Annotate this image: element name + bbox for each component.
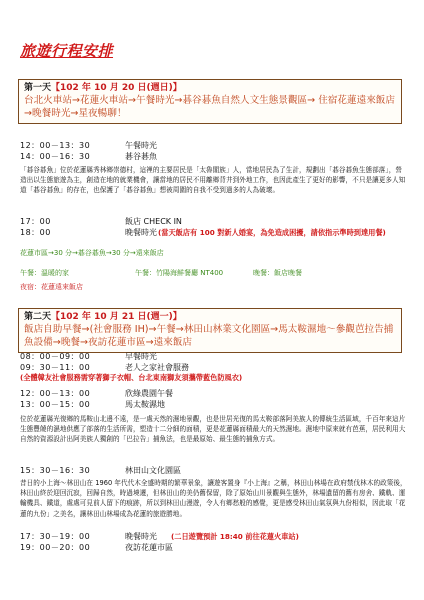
schedule-row — [20, 466, 408, 477]
schedule-time: 17：30－19：00 — [20, 532, 91, 541]
day2-label: 第二天 — [24, 312, 52, 322]
schedule-activity: 欣綠農園午餐 — [125, 389, 173, 398]
schedule-time: 13：00－15：00 — [20, 399, 91, 409]
schedule-row — [20, 217, 408, 228]
schedule-activity: 早餐時光 — [125, 352, 157, 361]
schedule-row — [20, 152, 408, 163]
wetland-description: 位於花蓮縣光復鄉的馬鞍山北邊不遠，是一處天然的濕地景觀，也是世居光復的馬太鞍部落阿美族人的傳統生活區域，千百年來這片生態豐饒的濕地供應了部落的生活所需，塑造十二分細的面積，更是花蓮縣面積最大的天然濕地。濕地中原來就有芭蕉，居民利用大自然的資源設計出阿美族人獨創的「巴拉告」捕魚法，也是最原始、最生態的捕魚方式。 — [20, 415, 406, 444]
schedule-row — [20, 532, 408, 543]
day1-description: 「碁谷碁魚」位於花蓮縣秀林鄉崇德村，這裡的主要居民是「太魯閣族」人，當地居民為了生計，規劃出「碁谷碁魚生態部落」，營造出以生態旅遊為主，創造在地的就業機會，讓當地的居民不用離鄉背井到外地工作，也因此產生了更好的影響，不只是讓更多人知道「碁谷碁魚」的存在，也保護了「碁谷碁魚」想被周圍的自我不受到過多的人為破壞。 — [20, 166, 406, 195]
schedule-row — [20, 352, 408, 363]
day1-heading — [24, 82, 397, 94]
day1-meals — [20, 268, 408, 278]
day2-date: 【102 年 10 月 21 日(週一)】 — [51, 312, 182, 322]
day1-lodging: 夜宿：花蓮遠來飯店 — [20, 283, 83, 291]
schedule-activity: 晚餐時光 — [125, 227, 157, 237]
schedule-time: 12：00－13：30 — [20, 141, 91, 150]
day2-schedule-midday — [20, 389, 408, 410]
meal-dinner: 晚餐：飯店晚餐 — [253, 269, 302, 277]
schedule-activity: 夜訪花蓮市區 — [125, 542, 173, 552]
schedule-time: 12：00－13：00 — [20, 389, 91, 398]
schedule-time: 08：00－09：00 — [20, 352, 91, 361]
day1-header-box — [18, 79, 402, 124]
schedule-row — [20, 363, 408, 374]
day1-route: 台北火車站→花蓮火車站→午餐時光→碁谷碁魚自然人文生態景觀區→ 住宿花蓮遠來飯店→晚餐時光→星夜暢聊！ — [24, 95, 395, 119]
schedule-row — [20, 543, 408, 554]
schedule-note: (二日遊覽預計 18:40 前往花蓮火車站) — [171, 532, 299, 541]
meal-snack: 午餐：竹陽海鮮餐廳 NT400 — [135, 269, 224, 277]
schedule-activity: 馬太鞍濕地 — [125, 399, 165, 409]
day2-schedule-morning — [20, 352, 408, 383]
page-title: 旅遊行程安排 — [20, 42, 114, 60]
schedule-activity: 林田山文化園區 — [125, 466, 181, 475]
schedule-time: 15：30－16：30 — [20, 466, 91, 475]
schedule-time: 18：00 — [20, 227, 51, 237]
linTianShan-description: 昔日的小上海～林田山在 1960 年代代木全盛時期的繁華景象，讓遊客置身『小上海』之稱，林田山林場在政府禁伐林木的政策後，林田山終於迎回沉寂，回歸自然，時過境遷，但林田山的美仍舊保留，除了原始山川景觀與生態外，林場遺留的舊有房舍、鐵軌、運輸機具、鐵道，處處可見前人留下的痕跡，所以到林田山漫遊，令人有鄉愁般的感覺，更是感受林田山氣氛與九份相似，因此取「花蓮的九份」之美名，讓林田山林場成為花蓮的旅遊勝地。 — [20, 479, 407, 518]
schedule-activity: 晚餐時光 — [125, 532, 157, 541]
day1-label: 第一天 — [24, 83, 52, 93]
schedule-time: 09：30－11：00 — [20, 362, 91, 372]
schedule-row — [20, 228, 408, 239]
schedule-activity: 午餐時光 — [125, 141, 157, 150]
day2-header-box — [18, 308, 402, 353]
day1-date: 【102 年 10 月 20 日(週日)】 — [51, 83, 182, 93]
schedule-row — [20, 141, 408, 152]
schedule-time: 14：00－16：30 — [20, 151, 91, 161]
schedule-activity: 飯店 CHECK IN — [125, 217, 182, 226]
day1-schedule — [20, 141, 408, 162]
schedule-activity: 碁谷碁魚 — [125, 151, 157, 161]
schedule-activity: 老人之家社會服務 — [125, 362, 189, 372]
schedule-time: 19：00－20：00 — [20, 542, 91, 552]
day2-schedule-evening — [20, 532, 408, 553]
schedule-row — [20, 400, 408, 411]
day2-schedule-afternoon — [20, 466, 408, 477]
schedule-row — [20, 389, 408, 400]
day2-route: 飯店自助早餐→(社會服務 IH)→午餐→林田山林業文化園區→馬太鞍濕地～參觀芭拉告捕魚設備→晚餐→夜訪花蓮市區→遠來飯店 — [24, 324, 394, 348]
day1-transit-route: 花蓮市區→30 分→碁谷碁魚→30 分→遠來飯店 — [20, 249, 164, 257]
day1-schedule-evening — [20, 217, 408, 238]
schedule-note: (當天飯店有 100 對新人婚宴，為免造成困擾，請依指示準時到達用餐) — [158, 227, 386, 237]
day2-heading — [24, 311, 397, 323]
schedule-time: 17：00 — [20, 217, 51, 226]
dress-code-notice: (全體韓友社會服務需穿著獅子衣帽、台北東南獅友須攜帶藍色防風衣) — [20, 373, 243, 383]
meal-lunch: 午餐：溫暖的家 — [20, 269, 69, 277]
